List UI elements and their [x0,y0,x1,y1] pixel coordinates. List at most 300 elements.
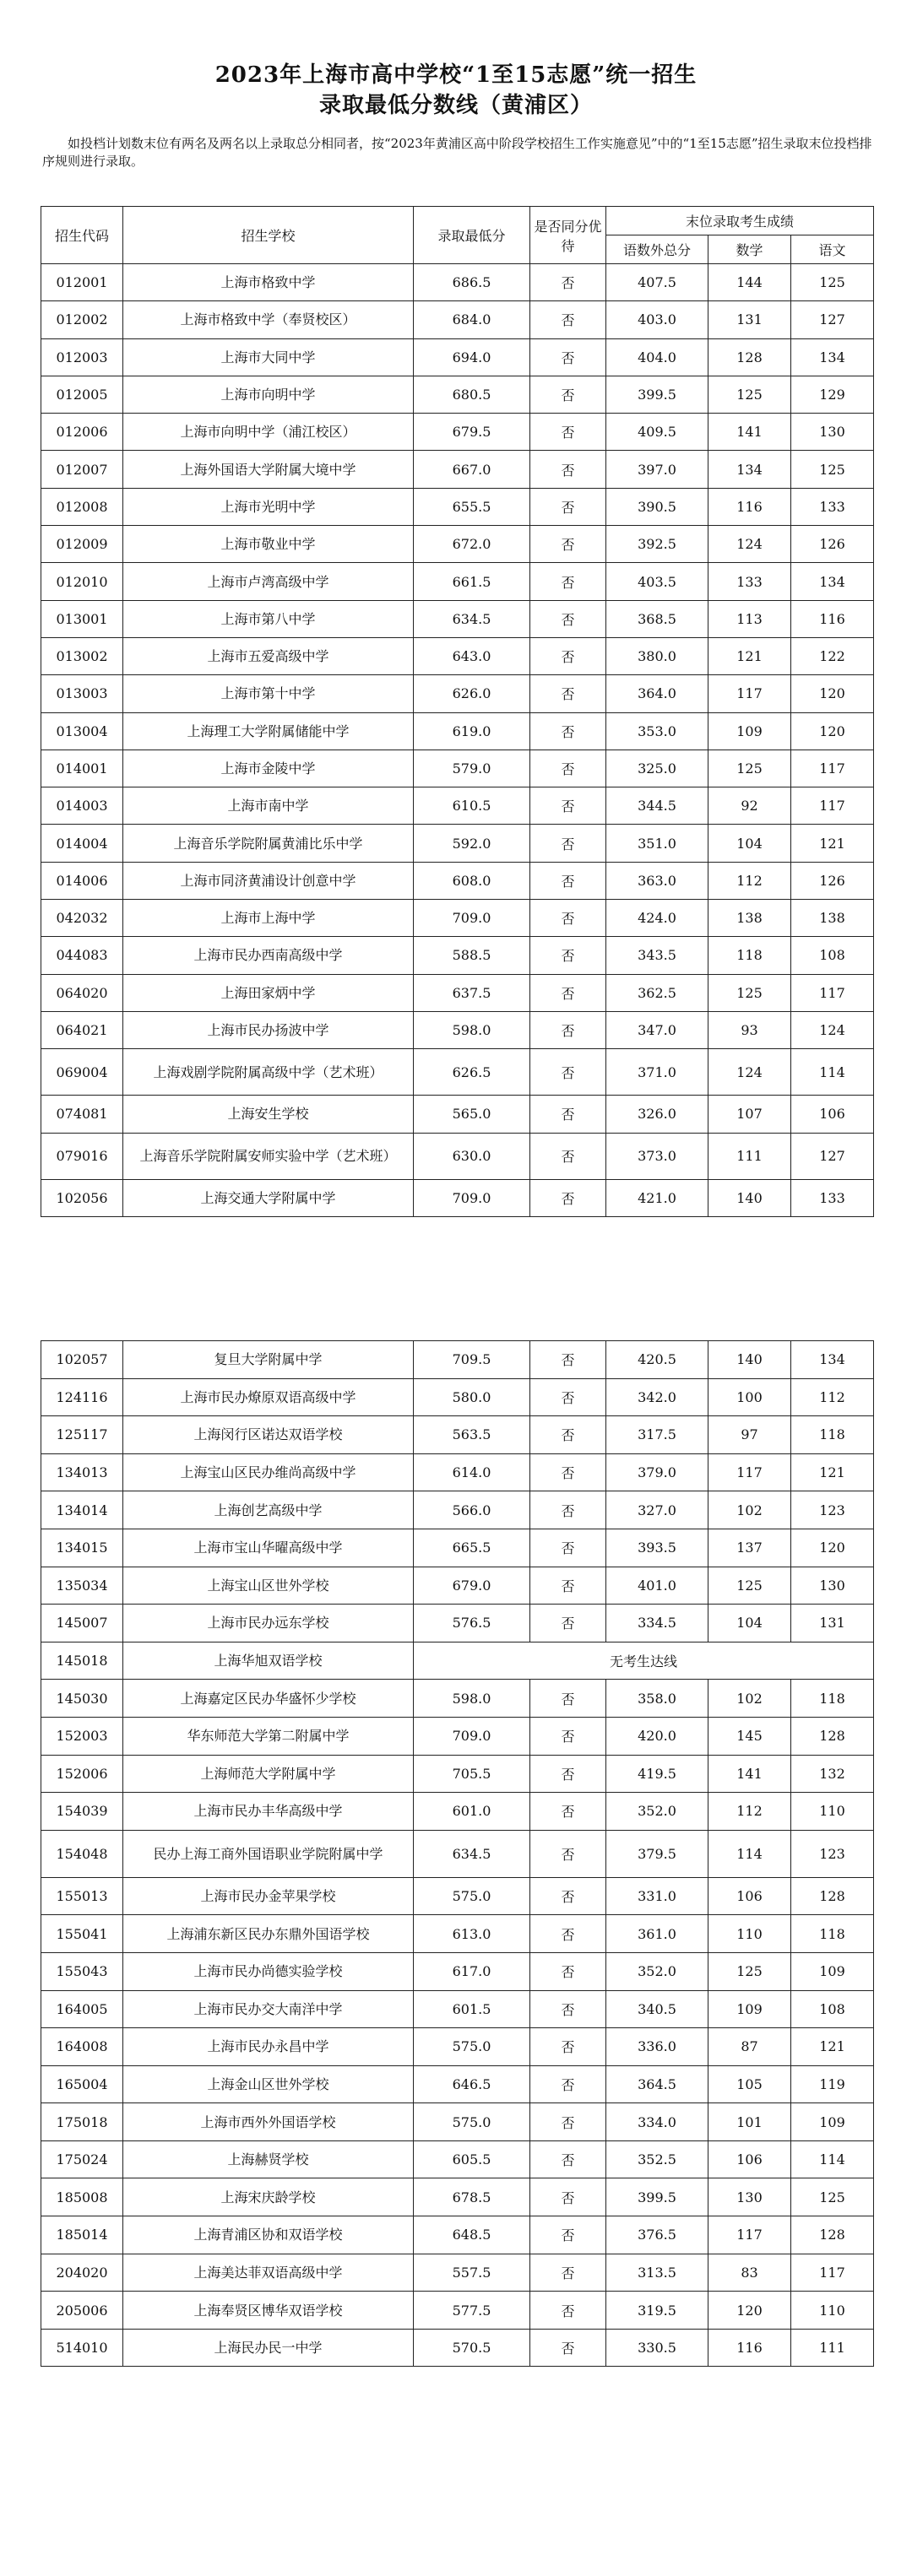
cell-priority: 否 [530,712,606,750]
table-row [41,2254,874,2292]
cell-school: 上海市宝山华曜高级中学 [123,1529,414,1567]
cell-code: 064020 [41,974,123,1011]
cell-priority: 否 [530,1096,606,1133]
cell-math: 92 [708,787,791,825]
cell-code: 154048 [41,1830,123,1877]
cell-school: 上海美达菲双语高级中学 [123,2254,414,2292]
cell-priority: 否 [530,526,606,563]
cell-chinese: 134 [791,563,874,600]
cell-code: 012001 [41,264,123,301]
cell-school: 上海创艺高级中学 [123,1491,414,1529]
cell-school: 上海宝山区民办维尚高级中学 [123,1453,414,1491]
cell-total3: 330.5 [606,2329,708,2367]
cell-priority: 否 [530,1952,606,1990]
header-min-score: 录取最低分 [414,207,530,264]
cell-math: 133 [708,563,791,600]
cell-min-score: 709.0 [414,1179,530,1216]
cell-min-score: 686.5 [414,264,530,301]
cell-math: 144 [708,264,791,301]
cell-code: 012006 [41,414,123,451]
cell-school: 上海市卢湾高级中学 [123,563,414,600]
table-row [41,637,874,674]
cell-school: 上海市第八中学 [123,600,414,637]
cell-chinese: 123 [791,1830,874,1877]
cell-priority: 否 [530,2178,606,2216]
cell-school: 上海音乐学院附属黄浦比乐中学 [123,825,414,862]
cell-school: 上海宝山区世外学校 [123,1567,414,1605]
cell-school: 上海市五爱高级中学 [123,637,414,674]
cell-priority: 否 [530,675,606,712]
cell-min-score: 672.0 [414,526,530,563]
cell-chinese: 121 [791,2028,874,2066]
cell-min-score: 619.0 [414,712,530,750]
cell-total3: 319.5 [606,2292,708,2330]
cell-school: 上海市上海中学 [123,900,414,937]
cell-min-score: 557.5 [414,2254,530,2292]
cell-chinese: 117 [791,974,874,1011]
cell-min-score: 680.5 [414,376,530,413]
cell-chinese: 120 [791,1529,874,1567]
cell-chinese: 117 [791,750,874,787]
cell-math: 105 [708,2065,791,2103]
table-row [41,750,874,787]
table-row [41,787,874,825]
cell-code: 145018 [41,1642,123,1680]
cell-code: 012007 [41,451,123,488]
cell-chinese: 133 [791,1179,874,1216]
table-row [41,2065,874,2103]
cell-total3: 334.5 [606,1605,708,1642]
cell-min-score: 563.5 [414,1416,530,1454]
cell-min-score: 580.0 [414,1378,530,1416]
cell-school: 上海市敬业中学 [123,526,414,563]
cell-min-score: 576.5 [414,1605,530,1642]
cell-code: 012003 [41,338,123,376]
cell-min-score: 575.0 [414,2103,530,2141]
table-row [41,675,874,712]
cell-school: 上海市光明中学 [123,488,414,525]
cell-chinese: 108 [791,937,874,974]
cell-total3: 368.5 [606,600,708,637]
cell-math: 97 [708,1416,791,1454]
cell-school: 上海市金陵中学 [123,750,414,787]
cell-min-score: 694.0 [414,338,530,376]
cell-chinese: 110 [791,2292,874,2330]
cell-total3: 362.5 [606,974,708,1011]
cell-math: 134 [708,451,791,488]
cell-min-score: 617.0 [414,1952,530,1990]
cell-chinese: 116 [791,600,874,637]
table-row [41,1830,874,1877]
cell-total3: 379.0 [606,1453,708,1491]
cell-code: 074081 [41,1096,123,1133]
cell-math: 131 [708,301,791,338]
cell-code: 134013 [41,1453,123,1491]
cell-code: 079016 [41,1133,123,1179]
cell-school: 上海市西外外国语学校 [123,2103,414,2141]
cell-min-score: 643.0 [414,637,530,674]
cell-total3: 399.5 [606,2178,708,2216]
cell-min-score: 613.0 [414,1915,530,1953]
cell-min-score: 667.0 [414,451,530,488]
cell-total3: 331.0 [606,1877,708,1915]
cell-total3: 340.5 [606,1990,708,2028]
cell-school: 上海音乐学院附属安师实验中学（艺术班） [123,1133,414,1179]
page-title-line-2: 录取最低分数线（黄浦区） [318,93,593,118]
cell-total3: 420.5 [606,1341,708,1379]
cell-priority: 否 [530,2254,606,2292]
table-row [41,1416,874,1454]
cell-priority: 否 [530,1567,606,1605]
cell-code: 069004 [41,1049,123,1096]
cell-chinese: 119 [791,2065,874,2103]
cell-math: 109 [708,712,791,750]
cell-min-score: 575.0 [414,1877,530,1915]
cell-code: 013001 [41,600,123,637]
cell-school: 复旦大学附属中学 [123,1341,414,1379]
cell-priority: 否 [530,1529,606,1567]
cell-math: 100 [708,1378,791,1416]
cell-school: 上海理工大学附属储能中学 [123,712,414,750]
cell-math: 120 [708,2292,791,2330]
cell-min-score: 630.0 [414,1133,530,1179]
header-school: 招生学校 [123,207,414,264]
cell-min-score: 608.0 [414,862,530,899]
cell-school: 上海华旭双语学校 [123,1642,414,1680]
cell-code: 175018 [41,2103,123,2141]
cell-school: 上海市南中学 [123,787,414,825]
table-row [41,2329,874,2367]
cell-priority: 否 [530,338,606,376]
cell-math: 125 [708,750,791,787]
cell-total3: 336.0 [606,2028,708,2066]
score-table-part-2 [41,1340,874,2367]
cell-code: 014001 [41,750,123,787]
cell-school: 上海田家炳中学 [123,974,414,1011]
table-row [41,526,874,563]
cell-priority: 否 [530,264,606,301]
cell-total3: 401.0 [606,1567,708,1605]
intro-note: 如投档计划数末位有两名及两名以上录取总分相同者，按“2023年黄浦区高中阶段学校招生工作实施意见”中的“1至15志愿”招生录取末位投档排序规则进行录取。 [42,136,872,169]
cell-math: 102 [708,1491,791,1529]
cell-total3: 313.5 [606,2254,708,2292]
cell-math: 116 [708,2329,791,2367]
cell-school: 华东师范大学第二附属中学 [123,1717,414,1755]
table-row [41,414,874,451]
cell-chinese: 134 [791,1341,874,1379]
cell-school: 上海安生学校 [123,1096,414,1133]
cell-total3: 409.5 [606,414,708,451]
cell-code: 013004 [41,712,123,750]
cell-total3: 393.5 [606,1529,708,1567]
cell-chinese: 125 [791,264,874,301]
cell-priority: 否 [530,451,606,488]
table-row [41,1915,874,1953]
cell-school: 上海市民办燎原双语高级中学 [123,1378,414,1416]
cell-total3: 342.0 [606,1378,708,1416]
table-row [41,974,874,1011]
cell-priority: 否 [530,1830,606,1877]
cell-math: 106 [708,1877,791,1915]
cell-school: 上海师范大学附属中学 [123,1755,414,1793]
table-row [41,2292,874,2330]
cell-chinese: 122 [791,637,874,674]
cell-total3: 358.0 [606,1680,708,1718]
cell-code: 155043 [41,1952,123,1990]
cell-school: 上海市民办西南高级中学 [123,937,414,974]
cell-chinese: 118 [791,1416,874,1454]
cell-math: 93 [708,1011,791,1048]
table-row [41,1605,874,1642]
cell-chinese: 114 [791,1049,874,1096]
cell-min-score: 605.5 [414,2140,530,2178]
cell-total3: 344.5 [606,787,708,825]
cell-chinese: 125 [791,2178,874,2216]
cell-code: 013002 [41,637,123,674]
cell-chinese: 134 [791,338,874,376]
cell-total3: 376.5 [606,2216,708,2254]
cell-school: 上海市同济黄浦设计创意中学 [123,862,414,899]
cell-priority: 否 [530,1717,606,1755]
table-row [41,1453,874,1491]
cell-priority: 否 [530,414,606,451]
cell-min-score: 598.0 [414,1680,530,1718]
cell-chinese: 130 [791,414,874,451]
cell-priority: 否 [530,2140,606,2178]
cell-chinese: 126 [791,526,874,563]
cell-code: 014006 [41,862,123,899]
cell-math: 102 [708,1680,791,1718]
table-row [41,1378,874,1416]
cell-priority: 否 [530,1453,606,1491]
cell-school: 上海嘉定区民办华盛怀少学校 [123,1680,414,1718]
cell-min-score: 601.5 [414,1990,530,2028]
cell-code: 135034 [41,1567,123,1605]
cell-chinese: 125 [791,451,874,488]
cell-math: 124 [708,526,791,563]
cell-no-qualifier: 无考生达线 [414,1642,874,1680]
cell-math: 125 [708,1952,791,1990]
cell-total3: 347.0 [606,1011,708,1048]
cell-total3: 363.0 [606,862,708,899]
cell-total3: 390.5 [606,488,708,525]
cell-math: 112 [708,862,791,899]
cell-code: 205006 [41,2292,123,2330]
table-row [41,600,874,637]
cell-math: 83 [708,2254,791,2292]
cell-priority: 否 [530,862,606,899]
cell-total3: 351.0 [606,825,708,862]
cell-school: 上海市民办交大南洋中学 [123,1990,414,2028]
cell-math: 117 [708,1453,791,1491]
table-row [41,1717,874,1755]
cell-total3: 407.5 [606,264,708,301]
cell-chinese: 117 [791,2254,874,2292]
score-table-part-1 [41,206,874,1217]
cell-priority: 否 [530,563,606,600]
cell-math: 124 [708,1049,791,1096]
cell-school: 上海民办民一中学 [123,2329,414,2367]
cell-priority: 否 [530,900,606,937]
cell-total3: 424.0 [606,900,708,937]
header-total3: 语数外总分 [606,235,708,264]
cell-min-score: 665.5 [414,1529,530,1567]
cell-min-score: 570.5 [414,2329,530,2367]
cell-chinese: 109 [791,1952,874,1990]
cell-total3: 364.0 [606,675,708,712]
cell-min-score: 661.5 [414,563,530,600]
cell-priority: 否 [530,825,606,862]
cell-chinese: 111 [791,2329,874,2367]
cell-school: 上海赫贤学校 [123,2140,414,2178]
cell-chinese: 108 [791,1990,874,2028]
cell-chinese: 121 [791,1453,874,1491]
cell-total3: 380.0 [606,637,708,674]
cell-priority: 否 [530,1680,606,1718]
table-row [41,825,874,862]
cell-code: 145030 [41,1680,123,1718]
cell-total3: 326.0 [606,1096,708,1133]
cell-code: 014004 [41,825,123,862]
header-code: 招生代码 [41,207,123,264]
cell-school: 上海戏剧学院附属高级中学（艺术班） [123,1049,414,1096]
cell-code: 145007 [41,1605,123,1642]
table-row [41,1011,874,1048]
cell-math: 109 [708,1990,791,2028]
cell-math: 117 [708,675,791,712]
cell-priority: 否 [530,1877,606,1915]
cell-min-score: 577.5 [414,2292,530,2330]
cell-chinese: 112 [791,1378,874,1416]
cell-priority: 否 [530,787,606,825]
cell-math: 137 [708,1529,791,1567]
table-row [41,1952,874,1990]
header-math: 数学 [708,235,791,264]
cell-min-score: 588.5 [414,937,530,974]
cell-code: 164005 [41,1990,123,2028]
cell-total3: 403.0 [606,301,708,338]
cell-chinese: 138 [791,900,874,937]
table-row [41,1755,874,1793]
cell-priority: 否 [530,1990,606,2028]
cell-code: 514010 [41,2329,123,2367]
cell-school: 上海市大同中学 [123,338,414,376]
table-row [41,376,874,413]
cell-priority: 否 [530,1915,606,1953]
cell-min-score: 634.5 [414,1830,530,1877]
cell-code: 154039 [41,1793,123,1831]
cell-min-score: 678.5 [414,2178,530,2216]
cell-chinese: 120 [791,675,874,712]
table-row [41,1793,874,1831]
table-row [41,1567,874,1605]
cell-total3: 353.0 [606,712,708,750]
cell-min-score: 679.0 [414,1567,530,1605]
table-row [41,2140,874,2178]
table-row [41,2028,874,2066]
cell-chinese: 132 [791,1755,874,1793]
cell-chinese: 129 [791,376,874,413]
cell-math: 104 [708,1605,791,1642]
cell-priority: 否 [530,1793,606,1831]
cell-math: 145 [708,1717,791,1755]
cell-school: 上海奉贤区博华双语学校 [123,2292,414,2330]
table-row [41,451,874,488]
table-row [41,1133,874,1179]
cell-total3: 325.0 [606,750,708,787]
cell-total3: 361.0 [606,1915,708,1953]
cell-school: 上海闵行区诺达双语学校 [123,1416,414,1454]
table-row [41,712,874,750]
cell-school: 上海市第十中学 [123,675,414,712]
cell-math: 141 [708,1755,791,1793]
cell-school: 上海市格致中学 [123,264,414,301]
cell-total3: 364.5 [606,2065,708,2103]
cell-chinese: 114 [791,2140,874,2178]
cell-priority: 否 [530,376,606,413]
cell-code: 185008 [41,2178,123,2216]
cell-min-score: 598.0 [414,1011,530,1048]
table-row [41,900,874,937]
cell-priority: 否 [530,750,606,787]
cell-chinese: 127 [791,1133,874,1179]
cell-school: 上海外国语大学附属大境中学 [123,451,414,488]
cell-chinese: 128 [791,2216,874,2254]
cell-math: 87 [708,2028,791,2066]
cell-total3: 421.0 [606,1179,708,1216]
cell-math: 117 [708,2216,791,2254]
cell-school: 上海市民办金苹果学校 [123,1877,414,1915]
cell-chinese: 110 [791,1793,874,1831]
table-row [41,301,874,338]
cell-code: 014003 [41,787,123,825]
cell-min-score: 709.0 [414,1717,530,1755]
cell-min-score: 565.0 [414,1096,530,1133]
cell-school: 上海市民办扬波中学 [123,1011,414,1048]
cell-math: 110 [708,1915,791,1953]
cell-min-score: 579.0 [414,750,530,787]
cell-total3: 403.5 [606,563,708,600]
cell-code: 155013 [41,1877,123,1915]
cell-chinese: 126 [791,862,874,899]
cell-math: 128 [708,338,791,376]
cell-total3: 379.5 [606,1830,708,1877]
cell-priority: 否 [530,1755,606,1793]
cell-code: 012008 [41,488,123,525]
table-row [41,1491,874,1529]
cell-chinese: 118 [791,1915,874,1953]
cell-priority: 否 [530,637,606,674]
cell-school: 上海浦东新区民办东鼎外国语学校 [123,1915,414,1953]
cell-code: 012010 [41,563,123,600]
cell-total3: 317.5 [606,1416,708,1454]
cell-min-score: 648.5 [414,2216,530,2254]
cell-math: 113 [708,600,791,637]
cell-school: 上海市向明中学 [123,376,414,413]
table-row [41,2103,874,2141]
cell-chinese: 109 [791,2103,874,2141]
cell-math: 111 [708,1133,791,1179]
cell-min-score: 566.0 [414,1491,530,1529]
cell-total3: 392.5 [606,526,708,563]
cell-total3: 419.5 [606,1755,708,1793]
cell-math: 141 [708,414,791,451]
cell-priority: 否 [530,301,606,338]
cell-school: 上海金山区世外学校 [123,2065,414,2103]
cell-math: 101 [708,2103,791,2141]
cell-chinese: 124 [791,1011,874,1048]
cell-priority: 否 [530,974,606,1011]
